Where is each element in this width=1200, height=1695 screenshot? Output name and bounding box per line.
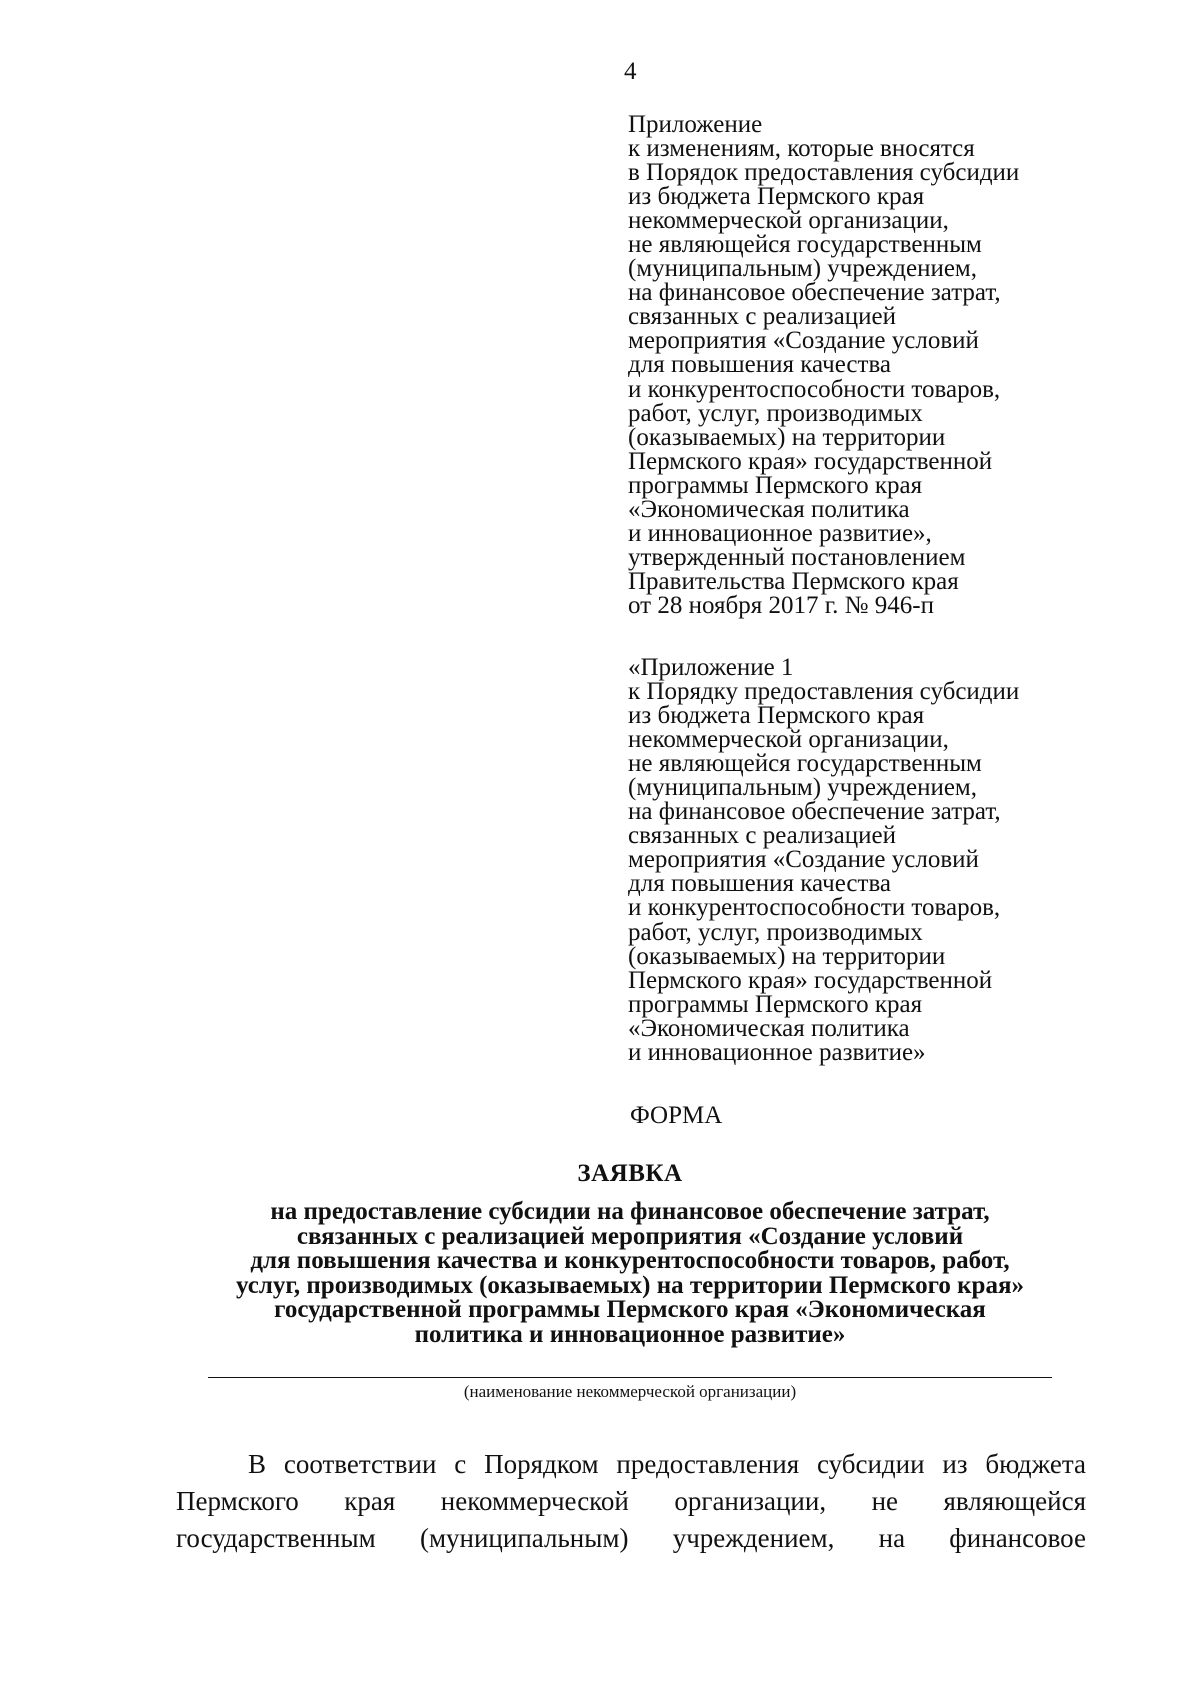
appendix-header-line: Приложение — [628, 111, 763, 138]
subtitle-line: на предоставление субсидии на финансовое обеспечение затрат, — [270, 1198, 990, 1225]
appendix1-header-line: работ, услуг, производимых — [628, 918, 923, 946]
body-line: В соответствии с Порядком предоставления субсидии из бюджета — [248, 1449, 1086, 1479]
appendix-header-line: в Порядок предоставления субсидии — [628, 159, 1020, 187]
org-name-caption: (наименование некоммерческой организации) — [463, 1382, 797, 1401]
appendix-header-line: и инновационное развитие», — [628, 519, 932, 547]
appendix-header-line: Пермского края» государственной — [628, 447, 993, 475]
appendix1-header-line: к Порядку предоставления субсидии — [628, 678, 1020, 706]
appendix1-header-line: (оказываемых) на территории — [628, 942, 946, 970]
appendix-header-line: для повышения качества — [628, 351, 892, 379]
appendix1-header-line: для повышения качества — [628, 870, 892, 898]
appendix1-header-line: и конкурентоспособности товаров, — [628, 894, 1001, 922]
document-subtitle — [0, 1200, 1200, 1347]
appendix1-header-line: мероприятия «Создание условий — [628, 846, 979, 874]
appendix1-header-line: (муниципальным) учреждением, — [628, 774, 977, 802]
body-paragraph — [176, 1446, 1086, 1557]
subtitle-line: услуг, производимых (оказываемых) на территории Пермского края» — [236, 1271, 1024, 1299]
appendix-header-line: и конкурентоспособности товаров, — [628, 375, 1001, 403]
subtitle-line: связанных с реализацией мероприятия «Создание условий — [296, 1222, 964, 1250]
subtitle-line: для повышения качества и конкурентоспособности товаров, работ, — [250, 1247, 1010, 1274]
appendix1-header-line: программы Пермского края — [628, 990, 923, 1018]
appendix1-header-line: не являющейся государственным — [628, 750, 982, 778]
page-number: 4 — [624, 58, 637, 85]
appendix-header-line: связанных с реализацией — [628, 303, 896, 331]
appendix-header-line: программы Пермского края — [628, 471, 923, 499]
appendix-header — [628, 113, 1019, 618]
appendix1-header-line: «Экономическая политика — [628, 1014, 910, 1042]
appendix-header-line: из бюджета Пермского края — [628, 183, 925, 211]
appendix-header-line: к изменениям, которые вносятся — [628, 135, 975, 163]
appendix-header-line: некоммерческой организации, — [628, 207, 949, 235]
appendix-header-line: на финансовое обеспечение затрат, — [628, 279, 1001, 307]
appendix1-header-line: некоммерческой организации, — [628, 726, 949, 754]
appendix1-header-line: из бюджета Пермского края — [628, 702, 925, 730]
body-line: государственным (муниципальным) учреждением, на финансовое — [176, 1523, 1086, 1553]
appendix-header-line: (оказываемых) на территории — [628, 423, 946, 451]
subtitle-line: государственной программы Пермского края «Экономическая — [274, 1296, 986, 1323]
appendix1-header-line: связанных с реализацией — [628, 822, 896, 850]
appendix-header-line: от 28 ноября 2017 г. № 946-п — [628, 591, 934, 619]
appendix-header-line: «Экономическая политика — [628, 495, 910, 523]
body-line: Пермского края некоммерческой организации, не являющейся — [176, 1486, 1086, 1516]
appendix1-header-line: Пермского края» государственной — [628, 966, 993, 994]
appendix-header-line: мероприятия «Создание условий — [628, 327, 979, 355]
appendix-header-line: не являющейся государственным — [628, 231, 982, 259]
org-name-line — [208, 1377, 1052, 1378]
appendix1-header-line: и инновационное развитие» — [628, 1038, 926, 1066]
appendix1-header-line: «Приложение 1 — [628, 654, 794, 681]
appendix-header-line: утвержденный постановлением — [628, 543, 966, 571]
subtitle-line: политика и инновационное развитие» — [414, 1320, 846, 1348]
appendix-header-line: работ, услуг, производимых — [628, 399, 923, 427]
document-title: ЗАЯВКА — [577, 1160, 683, 1187]
appendix-header-line: (муниципальным) учреждением, — [628, 255, 977, 283]
appendix1-header-line: на финансовое обеспечение затрат, — [628, 798, 1001, 826]
appendix1-header — [628, 656, 1019, 1065]
appendix-header-line: Правительства Пермского края — [628, 567, 959, 595]
form-label: ФОРМА — [630, 1102, 723, 1129]
